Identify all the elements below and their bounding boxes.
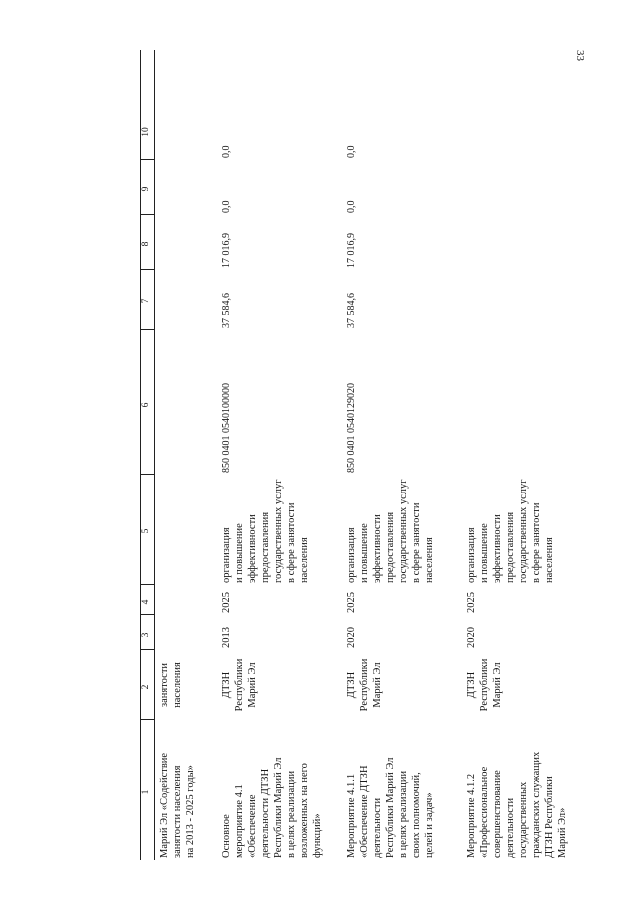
cell-r3-c6: 850 0401 0540129020	[346, 383, 357, 473]
rotated-table-page	[140, 50, 568, 860]
header-cell-5: 5	[141, 528, 151, 534]
cell-r3-c10: 0,0	[346, 145, 357, 158]
header-cell-8: 8	[141, 241, 151, 247]
cell-r2-c8: 17 016,9	[221, 233, 232, 268]
cell-r3-c7: 37 584,6	[346, 293, 357, 328]
header-cell-7: 7	[141, 298, 151, 304]
header-cell-10: 10	[141, 127, 151, 137]
header-cell-4: 4	[141, 599, 151, 605]
header-row	[140, 50, 155, 860]
header-divider	[140, 214, 154, 215]
cell-r4-c2: ДТЗН Республики Марий Эл	[466, 658, 503, 712]
cell-r2-c9: 0,0	[221, 200, 232, 213]
header-divider	[140, 329, 154, 330]
cell-r3-c9: 0,0	[346, 200, 357, 213]
cell-r2-c2: ДТЗН Республики Марий Эл	[221, 658, 258, 712]
cell-r4-c3: 2020	[466, 627, 477, 648]
cell-r4-c1: Мероприятие 4.1.2 «Профессиональное совершенствование деятельности государственных гражданских служащих ДТЗН Республики Марий Эл»	[466, 751, 568, 858]
header-cell-2: 2	[141, 684, 151, 690]
cell-r2-c3: 2013	[221, 627, 232, 648]
cell-r3-c4: 2025	[346, 592, 357, 613]
header-divider	[140, 474, 154, 475]
cell-r3-c5: организация и повышение эффективности предоставления государственных услуг в сфере занятости населения	[346, 479, 435, 583]
cell-r1-c2: занятости населения	[159, 662, 183, 708]
header-cell-6: 6	[141, 402, 151, 408]
header-divider	[140, 614, 154, 615]
header-divider	[140, 649, 154, 650]
cell-r3-c8: 17 016,9	[346, 233, 357, 268]
cell-r3-c3: 2020	[346, 627, 357, 648]
cell-r2-c4: 2025	[221, 592, 232, 613]
program-table	[140, 50, 568, 860]
cell-r4-c5: организация и повышение эффективности предоставления государственных услуг в сфере занятости населения	[466, 479, 555, 583]
cell-r4-c4: 2025	[466, 592, 477, 613]
cell-r3-c1: Мероприятие 4.1.1 «Обеспечение ДТЗН деятельности Республики Марий Эл в целях реализации своих полномочий, целей и задач»	[346, 757, 435, 858]
cell-r2-c6: 850 0401 0540100000	[221, 383, 232, 473]
header-cell-3: 3	[141, 632, 151, 638]
cell-r3-c2: ДТЗН Республики Марий Эл	[346, 658, 383, 712]
header-divider	[140, 584, 154, 585]
cell-r2-c10: 0,0	[221, 145, 232, 158]
page-number: 33	[574, 50, 586, 61]
header-cell-9: 9	[141, 186, 151, 192]
header-divider	[140, 269, 154, 270]
cell-r1-c1: Марий Эл «Содействие занятости населения на 2013 - 2025 годы»	[159, 752, 196, 858]
cell-r2-c7: 37 584,6	[221, 293, 232, 328]
header-divider	[140, 159, 154, 160]
cell-r2-c5: организация и повышение эффективности предоставления государственных услуг в сфере занятости населения	[221, 479, 310, 583]
header-cell-1: 1	[141, 789, 151, 795]
header-divider	[140, 719, 154, 720]
cell-r2-c1: Основное мероприятие 4.1 «Обеспечение деятельности ДТЗН Республики Марий Эл в целях реализации возложенных на него функций»	[221, 757, 323, 858]
